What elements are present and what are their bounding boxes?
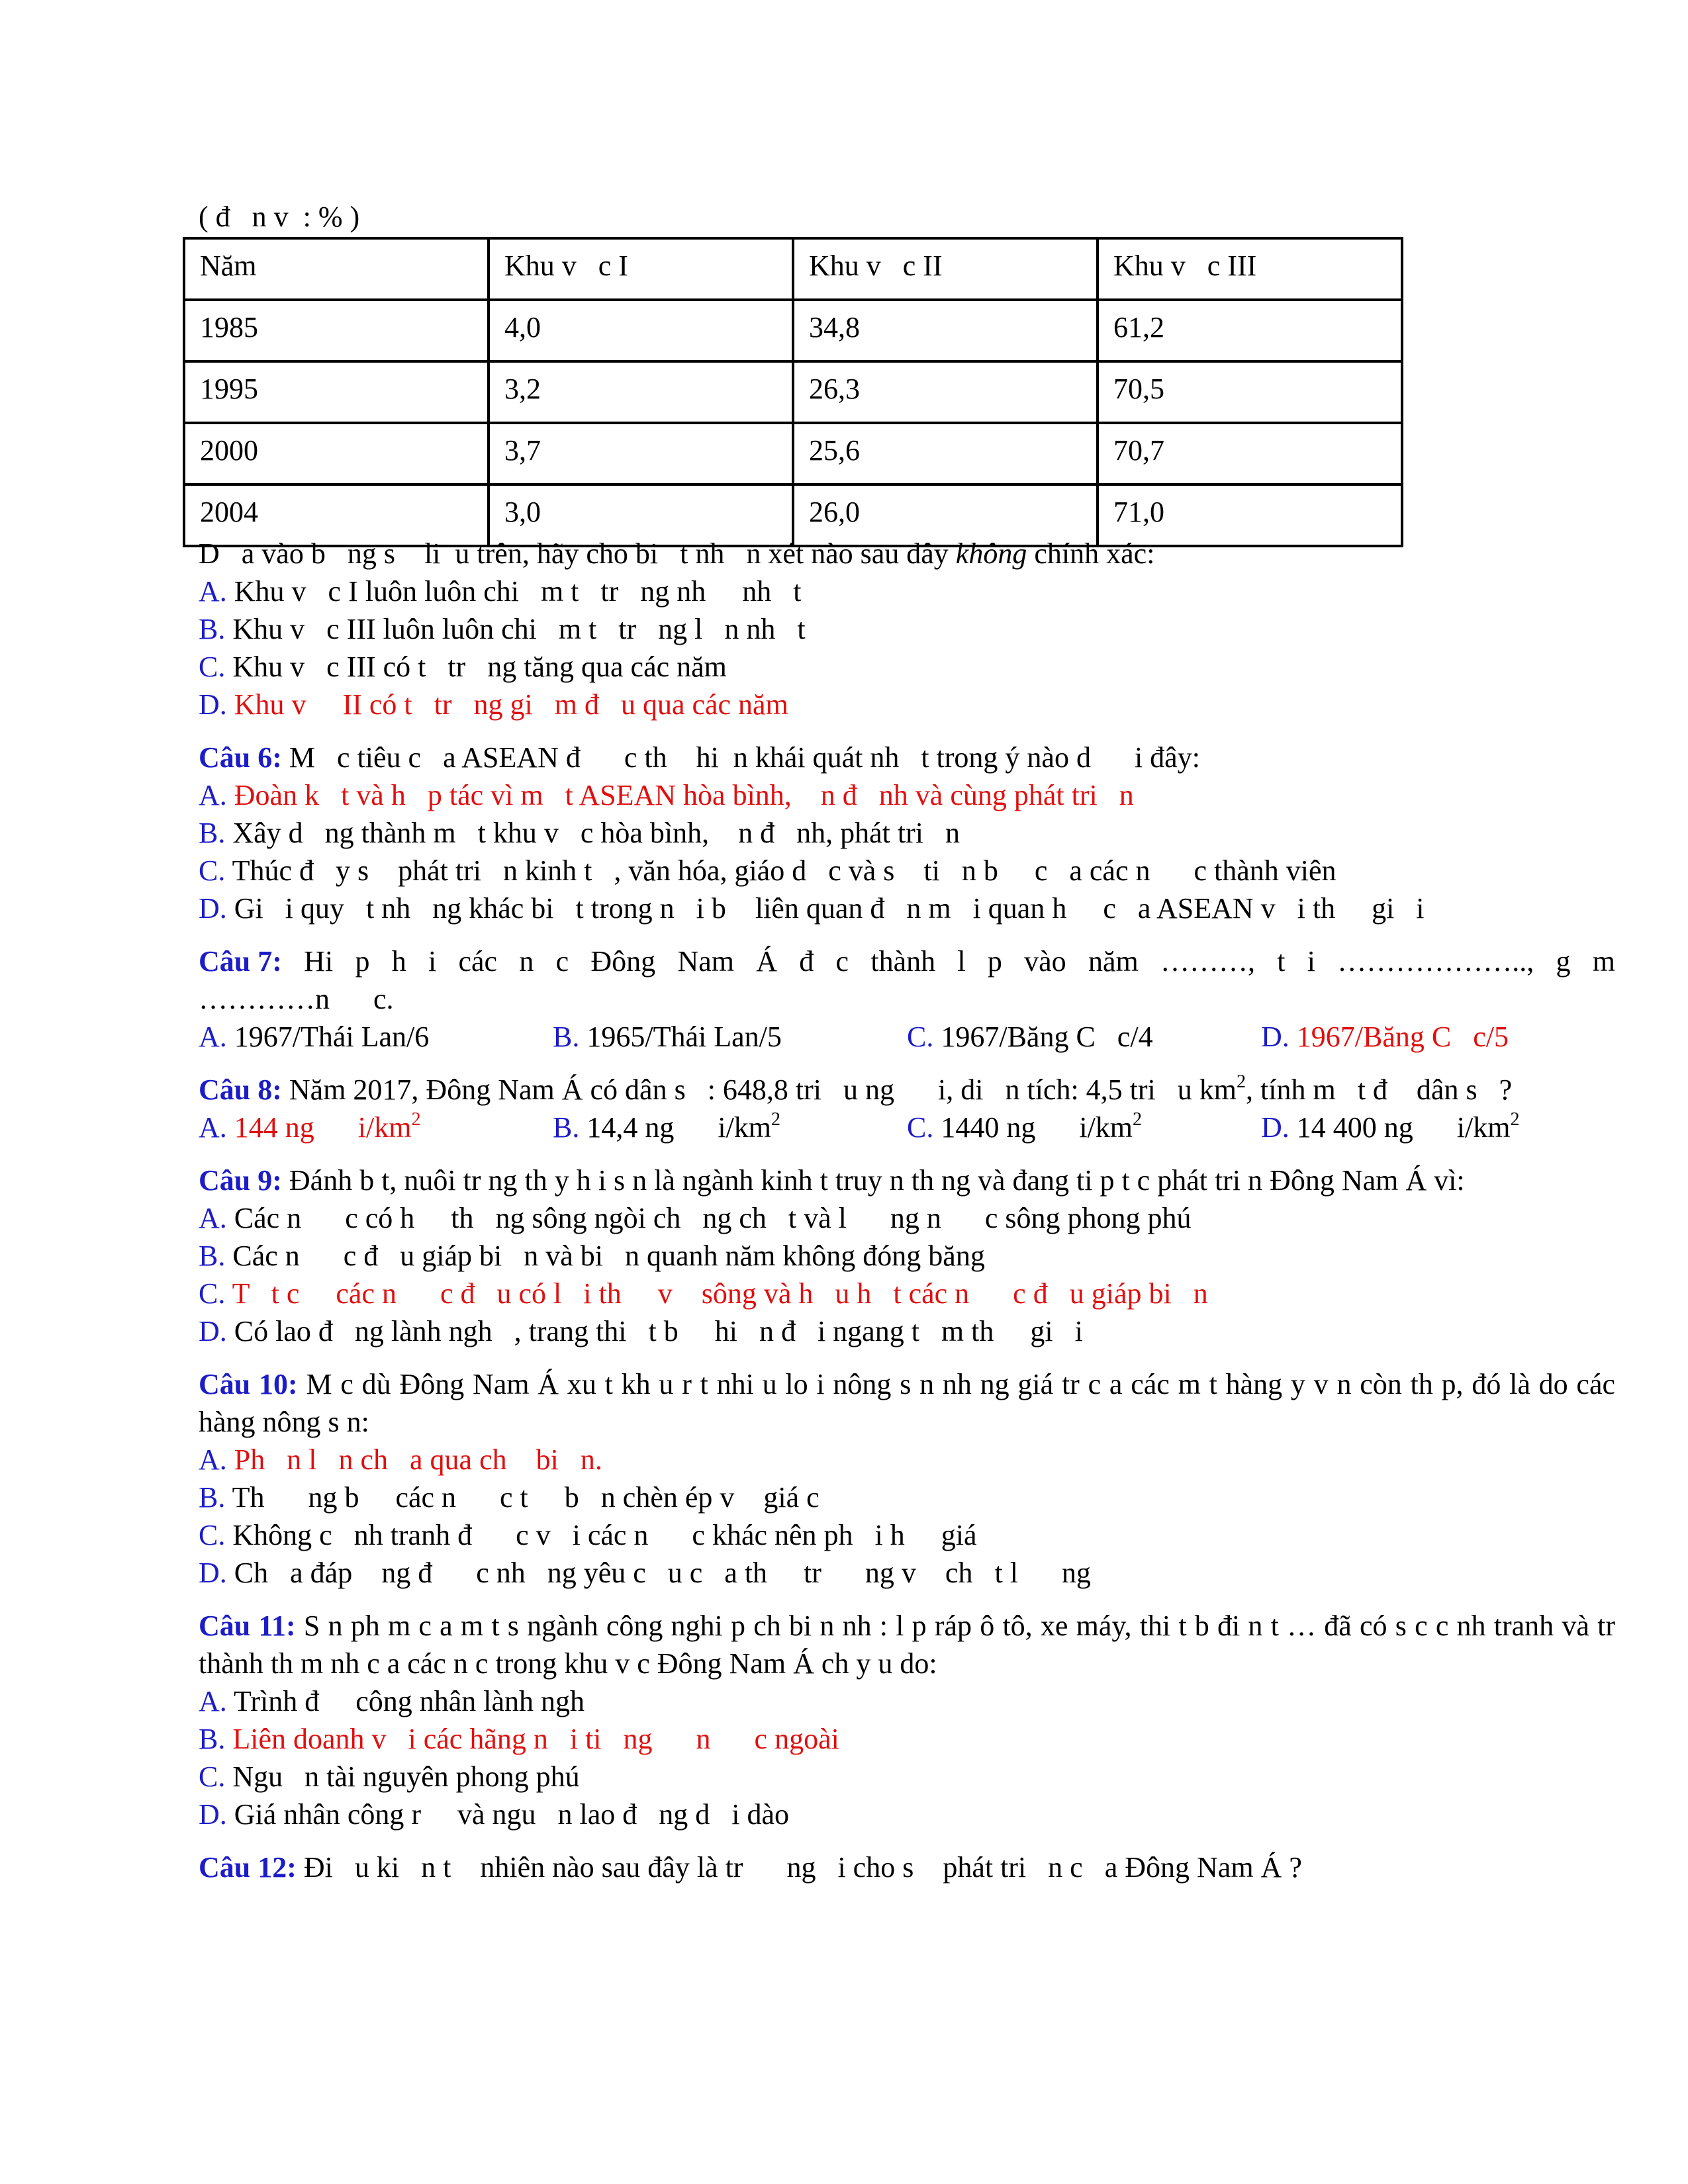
question-label: Câu 7:: [199, 945, 282, 978]
option-b: [199, 814, 1615, 852]
table-cell: 71,0: [1098, 484, 1402, 546]
option-b: [553, 1018, 907, 1056]
question-6: [199, 739, 1615, 927]
option-text: Th ng b các n c t b n chèn ép v giá c: [225, 1481, 820, 1514]
option-key: C.: [199, 1519, 226, 1551]
option-key: C.: [907, 1021, 934, 1053]
question-7: [199, 942, 1615, 1056]
table-cell: 70,5: [1098, 361, 1402, 423]
option-text-correct: T t c các n c đ u có l i th v sông và h u h t các n c đ u giáp bi n: [225, 1277, 1208, 1310]
stem-word: Á: [756, 945, 778, 978]
question-stem: [199, 1161, 1615, 1199]
stem-word: vào: [1024, 945, 1066, 978]
option-text: Thúc đ y s phát tri n kinh t , văn hóa, giáo d c và s ti n b c a các n c thành viên: [225, 854, 1336, 887]
option-key: D.: [199, 688, 227, 721]
superscript: 2: [1510, 1109, 1520, 1130]
option-key: A.: [199, 1443, 227, 1476]
option-text-correct: [227, 1111, 421, 1144]
question-stem-cont: …………n c.: [199, 983, 394, 1015]
table-cell: 3,7: [489, 423, 793, 484]
question-stem: [199, 1071, 1615, 1109]
table-cell: 1985: [184, 300, 489, 361]
option-text: 144 ng i/km: [226, 1111, 412, 1144]
data-table: [183, 237, 1403, 547]
option-b: [199, 610, 1615, 648]
option-key: B.: [199, 1481, 226, 1514]
option-key: C.: [199, 651, 226, 683]
stem-word: g: [1556, 945, 1571, 978]
option-d: [199, 686, 1615, 723]
question-5: [199, 535, 1615, 723]
option-text: Có lao đ ng lành ngh , trang thi t b hi n đ i ngang t m th gi i: [226, 1315, 1083, 1347]
option-text: Giá nhân công r và ngu n lao đ ng d i dào: [226, 1798, 790, 1831]
option-c: [199, 648, 1615, 686]
stem-word: các: [458, 945, 498, 978]
option-key: A.: [199, 1021, 227, 1053]
option-a: [199, 572, 1615, 610]
option-text-correct: Khu v II có t tr ng gi m đ u qua các năm: [226, 688, 788, 721]
stem-text: M c tiêu c a ASEAN đ c th hi n khái quát nh t trong ý nào d i đây:: [281, 741, 1200, 774]
stem-word: ………,: [1160, 945, 1255, 978]
question-stem: [199, 535, 1615, 572]
option-c: [199, 852, 1615, 889]
option-text: Gi i quy t nh ng khác bi t trong n i b liên quan đ n m i quan h c a ASEAN v i th gi i: [226, 892, 1425, 925]
option-key: B.: [199, 613, 226, 645]
table-cell: 34,8: [793, 300, 1098, 361]
superscript: 2: [1133, 1109, 1143, 1130]
option-text: Các n c có h th ng sông ngòi ch ng ch t và l ng n c sông phong phú: [226, 1202, 1192, 1234]
question-9: [199, 1161, 1615, 1350]
question-label: Câu 9:: [199, 1164, 282, 1197]
option-key: C.: [199, 1760, 226, 1793]
stem-word: n: [519, 945, 534, 978]
option-text-correct: Đoàn k t và h p tác vì m t ASEAN hòa bình, n đ nh và cùng phát tri n: [226, 779, 1134, 811]
option-d: [1261, 1018, 1615, 1056]
option-a: [199, 1441, 1615, 1479]
superscript: 2: [771, 1109, 781, 1130]
question-label: Câu 6:: [199, 741, 282, 774]
option-key: A.: [199, 575, 227, 608]
option-key: A.: [199, 1685, 227, 1717]
option-text-correct: Ph n l n ch a qua ch bi n.: [226, 1443, 602, 1476]
option-key: D.: [199, 1798, 227, 1831]
option-text: Khu v c I luôn luôn chi m t tr ng nh nh t: [226, 575, 802, 608]
question-label: Câu 8:: [199, 1073, 282, 1106]
option-text: Khu v c III luôn luôn chi m t tr ng l n nh t: [225, 613, 806, 645]
option-c: [199, 1275, 1615, 1312]
option-c: [907, 1109, 1261, 1146]
option-a: [199, 1018, 553, 1056]
stem-word: m: [1592, 945, 1615, 978]
option-d: [199, 1796, 1615, 1833]
question-stem: [199, 942, 1615, 980]
stem-word: năm: [1088, 945, 1139, 978]
question-stem: [199, 1365, 1615, 1441]
option-c: [907, 1018, 1261, 1056]
option-a: [199, 1682, 1615, 1720]
stem-word: Đông: [590, 945, 656, 978]
stem-word: Hi: [304, 945, 334, 978]
option-b: [199, 1479, 1615, 1516]
option-text-correct: 1967/Băng C c/5: [1289, 1021, 1509, 1053]
option-key: A.: [199, 779, 227, 811]
table-cell: 26,3: [793, 361, 1098, 423]
option-b: [199, 1720, 1615, 1758]
option-key: C.: [907, 1111, 934, 1144]
question-11: [199, 1607, 1615, 1833]
option-key: D.: [199, 1315, 227, 1347]
option-b: [199, 1237, 1615, 1275]
stem-word: t: [1277, 945, 1286, 978]
option-a: [199, 1109, 553, 1146]
stem-text: Đánh b t, nuôi tr ng th y h i s n là ngành kinh t truy n th ng và đang ti p t c phát tri n Đông Nam Á vì:: [281, 1164, 1465, 1197]
option-key: D.: [1261, 1021, 1289, 1053]
option-key: C.: [199, 854, 226, 887]
question-stem: [199, 739, 1615, 776]
table-cell: 1995: [184, 361, 489, 423]
stem-text: S n ph m c a m t s ngành công nghi p ch bi n nh : l p ráp ô tô, xe máy, thi t b đi n t … đã có s c c nh tranh và tr thành th m nh c a các n c trong khu v c Đông Nam Á ch y u do:: [199, 1610, 1615, 1680]
option-key: A.: [199, 1111, 227, 1144]
option-text: 1967/Băng C c/4: [933, 1021, 1153, 1053]
table-cell: 61,2: [1098, 300, 1402, 361]
table-header-cell: Năm: [184, 238, 489, 300]
option-text: 1440 ng i/km: [933, 1111, 1133, 1144]
option-key: B.: [199, 817, 226, 849]
option-c: [199, 1758, 1615, 1796]
question-label: Câu 12:: [199, 1851, 297, 1884]
option-c: [199, 1516, 1615, 1554]
option-text: 14 400 ng i/km: [1289, 1111, 1511, 1144]
stem-text: Năm 2017, Đông Nam Á có dân s : 648,8 tri u ng i, di n tích: 4,5 tri u km: [281, 1073, 1237, 1106]
stem-word: i: [428, 945, 437, 978]
stem-text: , tính m t đ dân s ?: [1246, 1073, 1513, 1106]
option-text: 14,4 ng i/km: [579, 1111, 772, 1144]
question-label: Câu 10:: [199, 1368, 298, 1400]
option-text: Ch a đáp ng đ c nh ng yêu c u c a th tr ng v ch t l ng: [226, 1557, 1091, 1589]
table-cell: 3,0: [489, 484, 793, 546]
stem-text: M c dù Đông Nam Á xu t kh u r t nhi u lo i nông s n nh ng giá tr c a các m t hàng y v n còn th p, đó là do các hàng nông s n:: [199, 1368, 1616, 1438]
option-text: 1965/Thái Lan/5: [579, 1021, 782, 1053]
table-cell: 2000: [184, 423, 489, 484]
option-a: [199, 1199, 1615, 1237]
stem-word: đ: [799, 945, 814, 978]
stem-text: D a vào b ng s li u trên, hãy cho bi t nh n xét nào sau đây: [199, 537, 956, 570]
table-cell: 2004: [184, 484, 489, 546]
option-text: Xây d ng thành m t khu v c hòa bình, n đ nh, phát tri n: [225, 817, 961, 849]
option-key: A.: [199, 1202, 227, 1234]
question-8: [199, 1071, 1615, 1146]
stem-word: Nam: [677, 945, 734, 978]
option-text: 1967/Thái Lan/6: [226, 1021, 430, 1053]
table-cell: 70,7: [1098, 423, 1402, 484]
option-d: [199, 1312, 1615, 1350]
table-unit-caption: ( đ n v : % ): [199, 201, 360, 233]
table-cell: 25,6: [793, 423, 1098, 484]
option-a: [199, 776, 1615, 814]
option-d: [1261, 1109, 1615, 1146]
table-row: [184, 423, 1402, 484]
table-header-cell: Khu v c II: [793, 238, 1098, 300]
stem-word: h: [391, 945, 406, 978]
option-text: Ngu n tài nguyên phong phú: [225, 1760, 580, 1793]
question-stem: [199, 1607, 1615, 1682]
option-key: B.: [199, 1723, 226, 1755]
superscript: 2: [1237, 1071, 1246, 1092]
option-key: D.: [199, 1557, 227, 1589]
option-text-correct: Liên doanh v i các hãng n i ti ng n c ngoài: [225, 1723, 839, 1755]
option-key: B.: [553, 1111, 580, 1144]
table-cell: 4,0: [489, 300, 793, 361]
stem-word: p: [355, 945, 370, 978]
table-header-cell: Khu v c I: [489, 238, 793, 300]
stem-emphasis: không: [955, 537, 1027, 570]
option-text: Khu v c III có t tr ng tăng qua các năm: [225, 651, 727, 683]
question-12: [199, 1848, 1615, 1886]
stem-text: Đi u ki n t nhiên nào sau đây là tr ng i cho s phát tri n c a Đông Nam Á ?: [296, 1851, 1302, 1884]
stem-word: l: [957, 945, 966, 978]
stem-word: thành: [870, 945, 936, 978]
stem-word: c: [835, 945, 849, 978]
option-key: B.: [553, 1021, 580, 1053]
option-text: Không c nh tranh đ c v i các n c khác nên ph i h giá: [225, 1519, 977, 1551]
question-label: Câu 11:: [199, 1610, 296, 1642]
options-row: [199, 1109, 1615, 1146]
option-key: C.: [199, 1277, 226, 1310]
table-row: [184, 361, 1402, 423]
question-10: [199, 1365, 1615, 1592]
stem-text: chính xác:: [1027, 537, 1155, 570]
questions-body: [199, 535, 1615, 1886]
stem-word: p: [987, 945, 1002, 978]
option-text: Các n c đ u giáp bi n và bi n quanh năm không đóng băng: [225, 1240, 985, 1272]
table-cell: 3,2: [489, 361, 793, 423]
table-header-row: [184, 238, 1402, 300]
stem-word: i: [1307, 945, 1315, 978]
question-stem: [199, 1848, 1615, 1886]
options-row: [199, 1018, 1615, 1056]
stem-word: ………………..,: [1337, 945, 1534, 978]
option-text: Trình đ công nhân lành ngh: [226, 1685, 585, 1717]
option-b: [553, 1109, 907, 1146]
option-key: D.: [199, 892, 227, 925]
table-header-cell: Khu v c III: [1098, 238, 1402, 300]
option-d: [199, 1554, 1615, 1592]
option-key: D.: [1261, 1111, 1289, 1144]
table-cell: 26,0: [793, 484, 1098, 546]
option-d: [199, 889, 1615, 927]
stem-word: c: [555, 945, 569, 978]
option-key: B.: [199, 1240, 226, 1272]
superscript: 2: [411, 1109, 421, 1130]
table-row: [184, 300, 1402, 361]
